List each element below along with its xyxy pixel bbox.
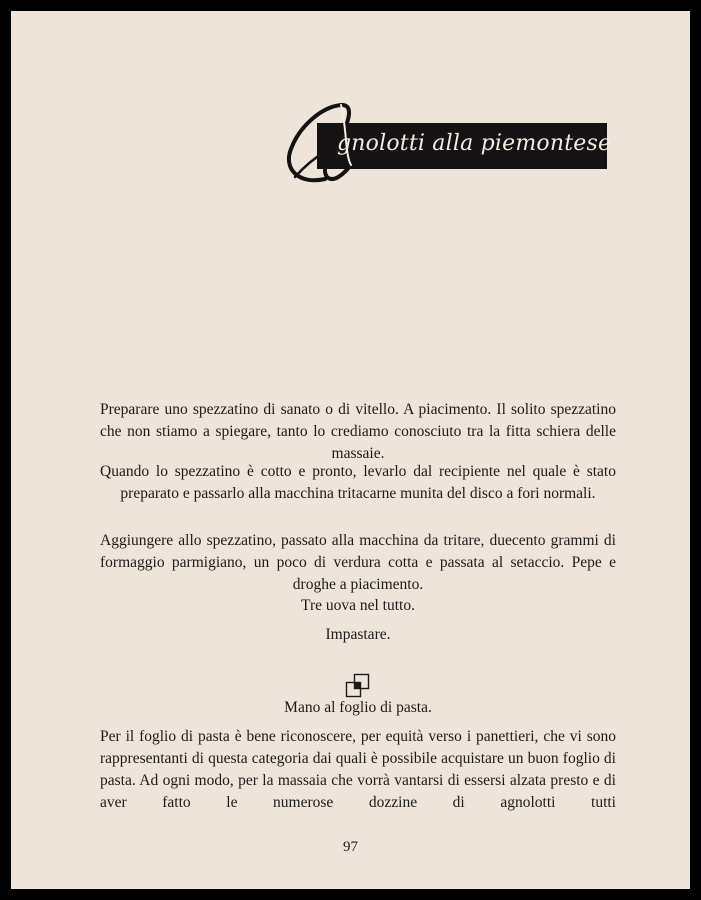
recipe-title [281, 99, 621, 183]
paragraph-1: Preparare uno spezzatino di sanato o di vitello. A piacimento. Il solito spezzatino che non stiamo a spiegare, tanto lo crediamo conosciuto tra la fitta schiera delle massaie. [100, 401, 616, 462]
paragraph-2: Quando lo spezzatino è cotto e pronto, levarlo dal recipiente nel quale è stato preparato e passarlo alla macchina tritacarne munita del disco a fori normali. [100, 463, 616, 502]
line-knead: Impastare. [325, 626, 391, 643]
paragraph-3: Aggiungere allo spezzatino, passato alla macchina da tritare, duecento grammi di formaggio parmigiano, un poco di verdura cotta e passata al setaccio. Pepe e droghe a piacimento. [100, 532, 616, 593]
line-eggs: Tre uova nel tutto. [301, 597, 415, 614]
closing-paragraph: Per il foglio di pasta è bene riconoscere, per equità verso i panettieri, che vi sono rappresentanti di questa categoria dai quali è possibile acquistare un buon foglio di pasta. Ad ogni modo, per la massaia che vorrà vantarsi di essersi alzata presto e di aver fatto le numerose dozzine di agnolotti tutti [100, 728, 616, 811]
page-number: 97 [343, 839, 358, 855]
subheading: Mano al foglio di pasta. [284, 699, 432, 716]
title-text: gnolotti alla piemontese [337, 131, 612, 156]
ornament-squares-icon [345, 673, 371, 699]
book-page [11, 11, 690, 889]
